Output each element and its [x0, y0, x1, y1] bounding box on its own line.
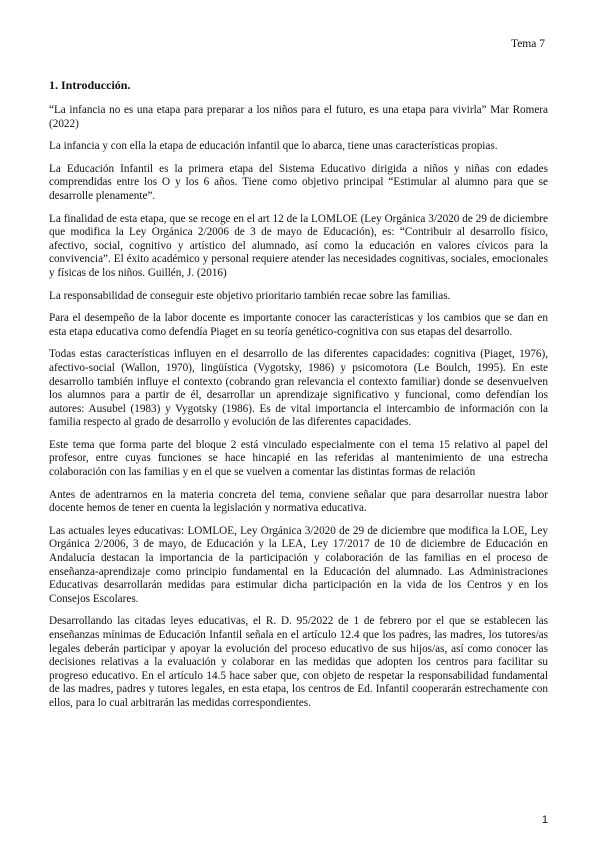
document-body: [49, 78, 548, 720]
section-title: 1. Introducción.: [49, 78, 131, 92]
paragraph-capacidades: Todas estas características influyen en el desarrollo de las diferentes capacidades: cognitiva (Piaget, 1976), afectivo-social (Wallon, 1970), lingüística (Vygotsky, 1986) y psicomotora (Le Boulch, 1995). En este desarrollo también influye el contexto (cobrando gran relevancia el contexto familiar) donde se desenvuelven los alumnos para a partir de él, desarrollar un aprendizaje significativo y funcional, como defendían los autores: Ausubel (1983) y Vygotsky (1986). Es de vital importancia el intercambio de información con la familia respecto al grado de desarrollo y evolución de las diferentes capacidades.: [49, 348, 548, 429]
topic-label: Tema 7: [510, 38, 545, 50]
paragraph-leyes: Las actuales leyes educativas: LOMLOE, Ley Orgánica 3/2020 de 29 de diciembre que modifica la LOE, Ley Orgánica 2/2006, 3 de mayo, de Educación y la LEA, Ley 17/2017 de 10 de diciembre de Educación en Andalucía destacan la importancia de la participación y colaboración de las familias en el proceso de enseñanza-aprendizaje como principio fundamental en la Educación del alumnado. Las Administraciones Educativas desarrollarán medidas para estimular dicha participación en la vida de los Centros y en los Consejos Escolares.: [49, 524, 548, 605]
paragraph-legislacion: Antes de adentrarnos en la materia concreta del tema, conviene señalar que para desarrollar nuestra labor docente hemos de tener en cuenta la legislación y normativa educativa.: [49, 488, 548, 515]
paragraph-finalidad: La finalidad de esta etapa, que se recoge en el art 12 de la LOMLOE (Ley Orgánica 3/2020 de 29 de diciembre que modifica la Ley Orgánica 2/2006 de 3 de mayo de Educación), es: “Contribuir al desarrollo físico, afectivo, social, cognitivo y artístico del alumnado, así como la educación en valores cívicos para la convivencia”. El éxito académico y personal requiere atender las necesidades cognitivas, sociales, emocionales y físicas de los niños. Guillén, J. (2016): [49, 212, 548, 279]
paragraph-desempeno: Para el desempeño de la labor docente es importante conocer las características y los cambios que se dan en esta etapa educativa como defendía Piaget en su teoría genético-cognitiva con sus etapas del desarrollo.: [49, 312, 548, 338]
page-number: 1: [541, 814, 548, 826]
paragraph-real-decreto: Desarrollando las citadas leyes educativas, el R. D. 95/2022 de 1 de febrero por el que se establecen las enseñanzas mínimas de Educación Infantil señala en el artículo 12.4 que los padres, las madres, los tutores/as legales deberán participar y apoyar la evolución del proceso educativo de sus hijos/as, así como conocer las decisiones relativas a la evaluación y colaborar en las medidas que adopten los centros para facilitar su progreso educativo. En el artículo 14.5 hace saber que, con objeto de respetar la responsabilidad fundamental de las madres, padres y tutores legales, en esta etapa, los centros de Ed. Infantil cooperarán estrechamente con ellos, para lo cual arbitrarán las medidas correspondientes.: [49, 615, 548, 709]
paragraph-infancia: La infancia y con ella la etapa de educación infantil que lo abarca, tiene unas características propias.: [49, 140, 498, 153]
paragraph-quote: “La infancia no es una etapa para preparar a los niños para el futuro, es una etapa para vivirla” Mar Romera (2022): [49, 104, 548, 130]
paragraph-bloque: Este tema que forma parte del bloque 2 está vinculado especialmente con el tema 15 relativo al papel del profesor, entre cuyas funciones se hace hincapié en las referidas al mantenimiento de una estrecha colaboración con las familias y en el que se vuelven a comentar las distintas formas de relación: [49, 438, 548, 479]
paragraph-responsabilidad: La responsabilidad de conseguir este objetivo prioritario también recae sobre las familias.: [49, 289, 451, 302]
paragraph-educacion-infantil: La Educación Infantil es la primera etapa del Sistema Educativo dirigida a niños y niñas con edades comprendidas entre los O y los 6 años. Tiene como objetivo principal “Estimular al alumno para que se desarrolle plenamente”.: [49, 162, 548, 202]
